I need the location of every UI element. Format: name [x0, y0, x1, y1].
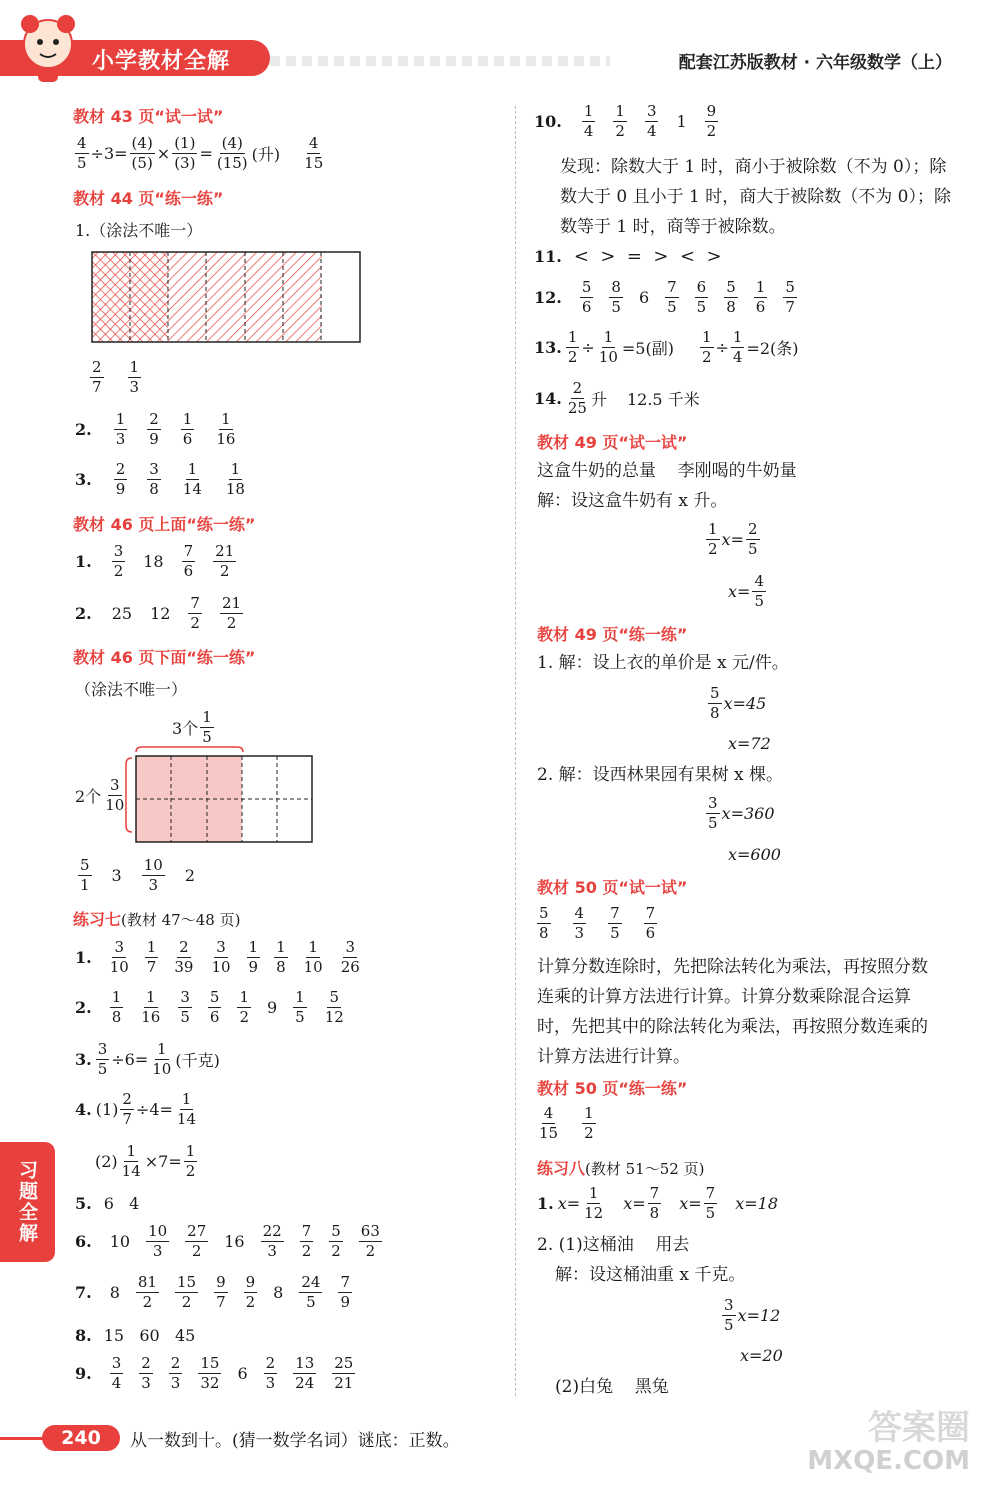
equation: 5 8 x=45 — [710, 684, 767, 722]
answer-line: 2 7 1 3 — [92, 358, 140, 396]
answer-line: 5 8 4 3 7 5 7 6 — [539, 904, 656, 942]
section-title: 教材 50 页“试一试” — [537, 878, 688, 897]
answer-line: 3. 2 9 3 8 1 14 1 18 — [75, 460, 245, 498]
paragraph: 这盒牛奶的总量 李刚喝的牛奶量 — [537, 461, 797, 481]
note: 1.（涂法不唯一） — [75, 221, 203, 240]
answer-line: 9. 3 4 2 3 2 3 15 32 6 2 3 13 24 25 21 — [75, 1354, 354, 1392]
equation: x=600 — [728, 845, 781, 864]
footer-riddle: 从一数到十。(猜一数学名词）谜底：正数。 — [130, 1431, 460, 1451]
section-title: 教材 46 页下面“练一练” — [73, 648, 256, 667]
brand-title: 小学教材全解 — [92, 49, 231, 74]
watermark: 答案圈 — [868, 1408, 970, 1448]
equation: 1 2 x= $\frac{2}{5}$ — [708, 520, 758, 558]
answer-line: 10. 1 4 1 2 3 4 1 9 2 — [534, 102, 717, 140]
section-title: 练习七(教材 47～48 页) — [73, 910, 241, 929]
paragraph: (2)白兔 黑兔 — [555, 1377, 669, 1397]
answer-line: 1. 3 10 1 7 2 39 3 10 1 9 1 8 1 10 3 26 — [75, 938, 360, 976]
answer-line: 2. 25 12 7 2 21 2 — [75, 594, 242, 632]
equation: 3 5 x=360 — [708, 794, 775, 832]
paragraph: 2. 解：设西林果园有果树 x 棵。 — [537, 765, 784, 785]
answer-line: 12. 5 6 8 5 6 7 5 6 5 5 8 1 6 5 7 — [534, 278, 795, 316]
answer-line: 1. x= $\frac{1}{12}$ x= $\frac{7}{8}$ x= $\frac{7}{5}$ x=18 — [537, 1184, 778, 1222]
footer-line — [0, 1437, 45, 1440]
section-title: 教材 49 页“练一练” — [537, 625, 688, 644]
answer-line: 11. < > = > < > — [534, 246, 722, 267]
answer-line: 3. $\frac{3}{5}$ ÷6= $\frac{1}{10}$ (千克) — [75, 1040, 220, 1078]
watermark: MXQE.COM — [807, 1446, 970, 1476]
paragraph: 1. 解：设上衣的单价是 x 元/件。 — [537, 653, 789, 673]
mascot-icon — [8, 8, 88, 88]
grid-diagram — [122, 744, 316, 846]
paragraph: 数大于 0 且小于 1 时，商大于被除数（不为 0）；除 — [560, 187, 951, 207]
answer-line: $\frac{4}{5}$ ÷3= $\frac{(4)}{(5)}$ × $\frac{(1)}{(3)}$ = $\frac{(4)}{(15)}$ (升) 4 15 — [77, 134, 324, 172]
answer-line: (2) $\frac{1}{14}$ ×7= $\frac{1}{2}$ — [95, 1142, 196, 1180]
answer-line: 1. 3 2 18 7 6 21 2 — [75, 542, 235, 580]
section-title: 教材 44 页“练一练” — [73, 189, 224, 208]
header-stripe — [270, 56, 610, 66]
answer-line: 8. 15 60 45 — [75, 1326, 196, 1345]
paragraph: 解：设这盒牛奶有 x 升。 — [537, 491, 728, 511]
answer-line: 5 1 3 10 3 2 — [80, 856, 196, 894]
paragraph: 时，先把其中的除法转化为乘法，再按照分数连乘的 — [537, 1017, 928, 1037]
section-title: 教材 46 页上面“练一练” — [73, 515, 256, 534]
shading-diagram — [90, 250, 362, 344]
equation: x= $\frac{4}{5}$ — [728, 572, 764, 610]
column-divider — [515, 106, 516, 1396]
diagram-label: 2个 3 10 — [75, 776, 125, 814]
paragraph: 解：设这桶油重 x 千克。 — [555, 1265, 746, 1285]
paragraph: 发现：除数大于 1 时，商小于被除数（不为 0）；除 — [560, 157, 947, 177]
side-tab[interactable]: 习题全解 — [0, 1142, 55, 1262]
answer-line: 7. 8 81 2 15 2 9 7 9 2 8 24 5 7 9 — [75, 1273, 350, 1311]
answer-line: 14. 2 25 升 12.5 千米 — [534, 379, 700, 417]
note: （涂法不唯一） — [75, 680, 188, 699]
equation: x=20 — [740, 1346, 783, 1365]
equation: x=72 — [728, 734, 771, 753]
page-number: 240 — [42, 1425, 120, 1451]
answer-line: 2. 1 8 1 16 3 5 5 6 1 2 9 1 5 5 12 — [75, 988, 344, 1026]
equation: 3 5 x=12 — [724, 1296, 781, 1334]
series-title: 配套江苏版教材 · 六年级数学（上） — [678, 53, 952, 73]
answer-line: 2. 1 3 2 9 1 6 1 16 — [75, 410, 236, 448]
section-title: 教材 49 页“试一试” — [537, 433, 688, 452]
section-title: 练习八(教材 51～52 页) — [537, 1159, 705, 1178]
section-title: 教材 50 页“练一练” — [537, 1079, 688, 1098]
paragraph: 数等于 1 时，商等于被除数。 — [560, 217, 786, 237]
section-title: 教材 43 页“试一试” — [73, 107, 224, 126]
diagram-label: 3个 1 5 — [172, 708, 212, 746]
answer-line: 13. $\frac{1}{2}$ ÷ $\frac{1}{10}$ =5(副) $\frac{1}{2}$ ÷ $\frac{1}{4}$ =2(条) — [534, 328, 799, 366]
answer-line: 4 15 1 2 — [539, 1104, 594, 1142]
answer-line: 5. 6 4 — [75, 1194, 140, 1213]
paragraph: 连乘的计算方法进行计算。计算分数乘除混合运算 — [537, 987, 911, 1007]
paragraph: 计算分数连除时，先把除法转化为乘法，再按照分数 — [537, 957, 928, 977]
paragraph: 2. (1)这桶油 用去 — [537, 1235, 690, 1255]
answer-line: 4. (1) $\frac{2}{7}$ ÷4= $\frac{1}{14}$ — [75, 1090, 197, 1128]
answer-line: 6. 10 10 3 27 2 16 22 3 7 2 5 2 63 2 — [75, 1222, 380, 1260]
paragraph: 计算方法进行计算。 — [537, 1047, 690, 1067]
